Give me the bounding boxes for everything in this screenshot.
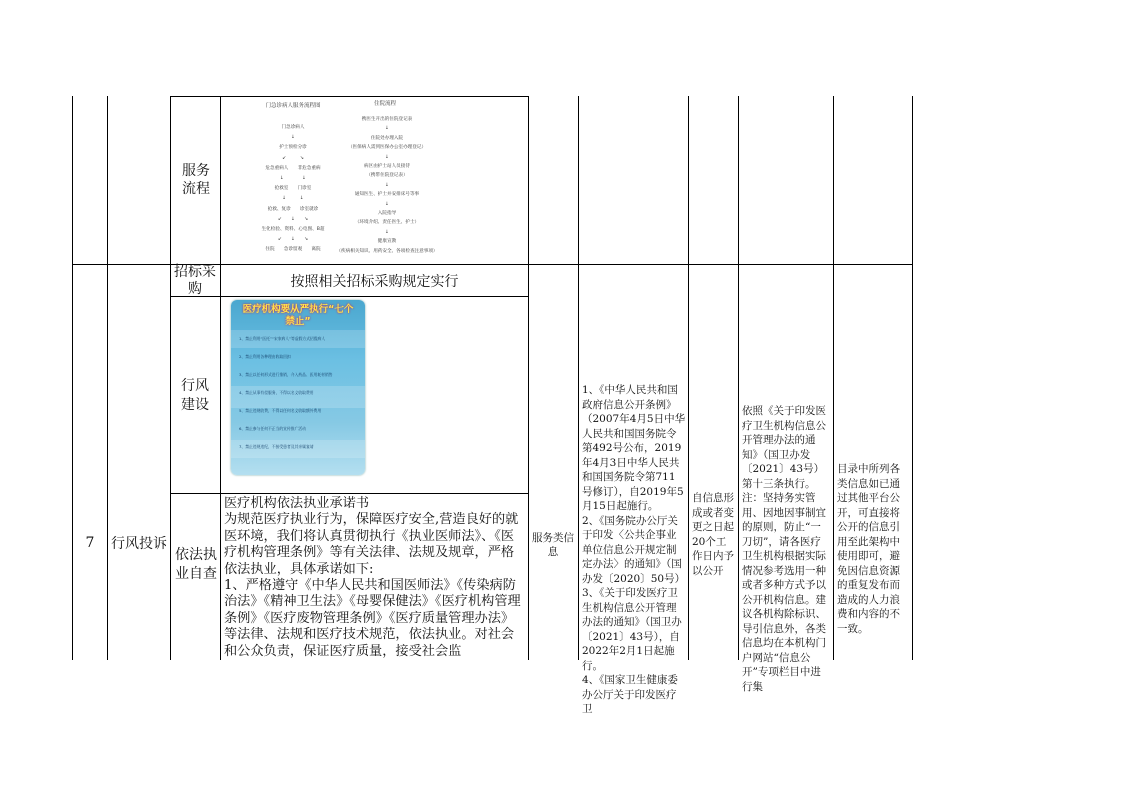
outpatient-flow-step: ↙ ↓ ↘ (278, 216, 308, 222)
outpatient-flow-step: ↓ ↓ (282, 196, 304, 202)
poster-title: 医疗机构要从严执行“七个禁止” (242, 304, 354, 327)
inpatient-flow-step: 入院指导 (377, 211, 397, 216)
outpatient-flow-step: ↙ ↓ ↘ (278, 237, 308, 243)
inpatient-flow-step: 病区由护士站人员接待 (364, 164, 410, 169)
inpatient-flow-step: ↓ (385, 126, 389, 132)
disclosure-method: 依照《关于印发医疗卫生机构信息公开管理办法的通知》（国卫办发〔2021〕43号）第十三条执行。 注：坚持务实管用、因地因事制宜的原则，防止“一刀切”，请各医疗卫生机构根据实际情况参考选用一种或者多种方式予以公开机构信息。建议各机构除标识、导引信息外，各类信息均在本机构门户网站“信息公开”专项栏目中进行集 (742, 405, 826, 693)
poster-rule-line: 4、禁止从事有偿服务，不得以名义收取费用 (239, 390, 314, 395)
outpatient-flow-step: 抢救、复诊 诊室就诊 (267, 206, 319, 212)
outpatient-flow-step: ↙ ↘ (282, 155, 304, 161)
inpatient-flow-step: 通知医生、护士并安排床号等事 (354, 192, 420, 198)
poster-rule-line: 7、禁止违规违纪，不接受患者及其亲属宴请 (239, 444, 314, 449)
legal-basis: 1、《中华人民共和国政府信息公开条例》（2007年4月5日中华人民共和国国务院令第492号公布，2019年4月3日中华人民共和国国务院令第711号修订），自2019年5月15日起施行。 2、《国务院办公厅关于印发〈公共企事业单位信息公开规定制定办法〉的通知》（国办发〔2020〕50号） 3、《关于印发医疗卫生机构信息公开管理办法的通知》（国卫办〔2021〕43号），自2022年2月1日起施行。 4、《国家卫生健康委办公厅关于印发医疗卫 (582, 384, 686, 715)
procurement-content: 按照相关招标采购规定实行 (290, 273, 459, 290)
border-col-basis (688, 96, 689, 660)
inpatient-flow-title: 住院流程 (373, 101, 396, 107)
poster-rule-line: 5、禁止违规收费，不得以任何名义收取额外费用 (239, 408, 322, 413)
inpatient-flow-step: （环境介绍、责任医生、护士） (354, 220, 420, 226)
seven-prohibitions-poster-image (231, 300, 365, 475)
outpatient-flow-step: 护士预检分诊 (279, 145, 307, 151)
border-procurement-bottom (170, 296, 528, 297)
outpatient-flow-step: ↓ (291, 135, 295, 141)
inpatient-flow-step: ↓ (385, 154, 389, 160)
border-col-time (738, 96, 739, 660)
inpatient-flow-step: ↓ (385, 201, 389, 207)
info-type: 服务类信息 (532, 531, 574, 558)
outpatient-flow-step: 危急重病人 非危急重病 (265, 165, 321, 171)
border-col-method (833, 96, 834, 660)
border-conduct-bottom (170, 493, 528, 494)
self-check-label: 依法执业自查 (175, 547, 217, 582)
procurement-label: 招标采购 (174, 264, 216, 297)
outpatient-flow-step: 抢救室 门诊室 (274, 186, 312, 192)
outpatient-flow-step: ↓ ↓ (279, 176, 307, 181)
poster-rule-line: 3、禁止以任何形式进行推销，介入药品、医用耗材销售 (239, 372, 333, 377)
inpatient-flow-step: （疾病相关知识、用药安全、各项检查注意事项） (336, 248, 438, 254)
border-col-category (170, 96, 171, 660)
outpatient-flow-step: 门急诊病人 (281, 125, 305, 130)
row-seq-number: 7 (85, 534, 95, 551)
outpatient-flow-step: 生化检验、资料、心电图、B超 (261, 227, 325, 232)
poster-rule-line: 2、禁止利用各种理由收取回扣 (239, 354, 291, 359)
service-process-label: 服务流程 (182, 163, 210, 197)
remark: 目录中所列各类信息如已通过其他平台公开，可直接将公开的信息引用至此架构中使用即可，避免因信息资源的重复发布而造成的人力浪费和内容的不一致。 (837, 463, 900, 635)
inpatient-flow-step: ↓ (385, 229, 389, 235)
inpatient-flow-step: ↓ (385, 182, 389, 188)
outpatient-flow-step: 住院 急诊留观 离院 (265, 247, 321, 253)
border-col-remark (912, 96, 913, 660)
flowchart-image (222, 97, 527, 263)
outpatient-flow-title: 门急诊病人服务流程图 (265, 103, 321, 109)
border-col-type (578, 96, 579, 660)
self-check-content: 医疗机构依法执业承诺书 为规范医疗执业行为，保障医疗安全,营造良好的就医环境，我们将认真贯彻执行《执业医师法》、《医疗机构管理条例》等有关法律、法规及规章，严格依法执业，具体承诺如下: 1、严格遵守《中华人民共和国医师法》《传染病防治法》《精神卫生法》《母婴保健法》《医疗机构管理条例》《医疗废物管理条例》《医疗质量管理办法》等法律、法规和医疗技术规范，依法执业。对社会和公众负责，保证医疗质量，接受社会监 (224, 496, 521, 659)
inpatient-flow-step: 住院处办理入院 (370, 135, 404, 141)
inpatient-flow-step: （携带住院登记表） (366, 173, 408, 179)
inpatient-flow-step: （医保病人需到医保办公室办理登记） (347, 145, 427, 151)
inpatient-flow-step: 携医生开出的住院登记表 (361, 117, 413, 122)
border-col-item (220, 96, 221, 660)
inpatient-flow-step: 健康宣教 (377, 239, 397, 245)
poster-rule-line: 1、禁止利用“医托”“宋家病人”等虚假方式招揽病人 (239, 336, 326, 341)
conduct-label: 行风建设 (181, 378, 209, 413)
disclosure-timeline: 自信息形成或者变更之日起20个工作日内予以公开 (692, 492, 734, 577)
poster-rule-line: 6、禁止参与任何不正当的宣传推广活动 (239, 426, 306, 431)
border-col-content (528, 96, 529, 660)
row-category: 行风投诉 (111, 535, 167, 552)
